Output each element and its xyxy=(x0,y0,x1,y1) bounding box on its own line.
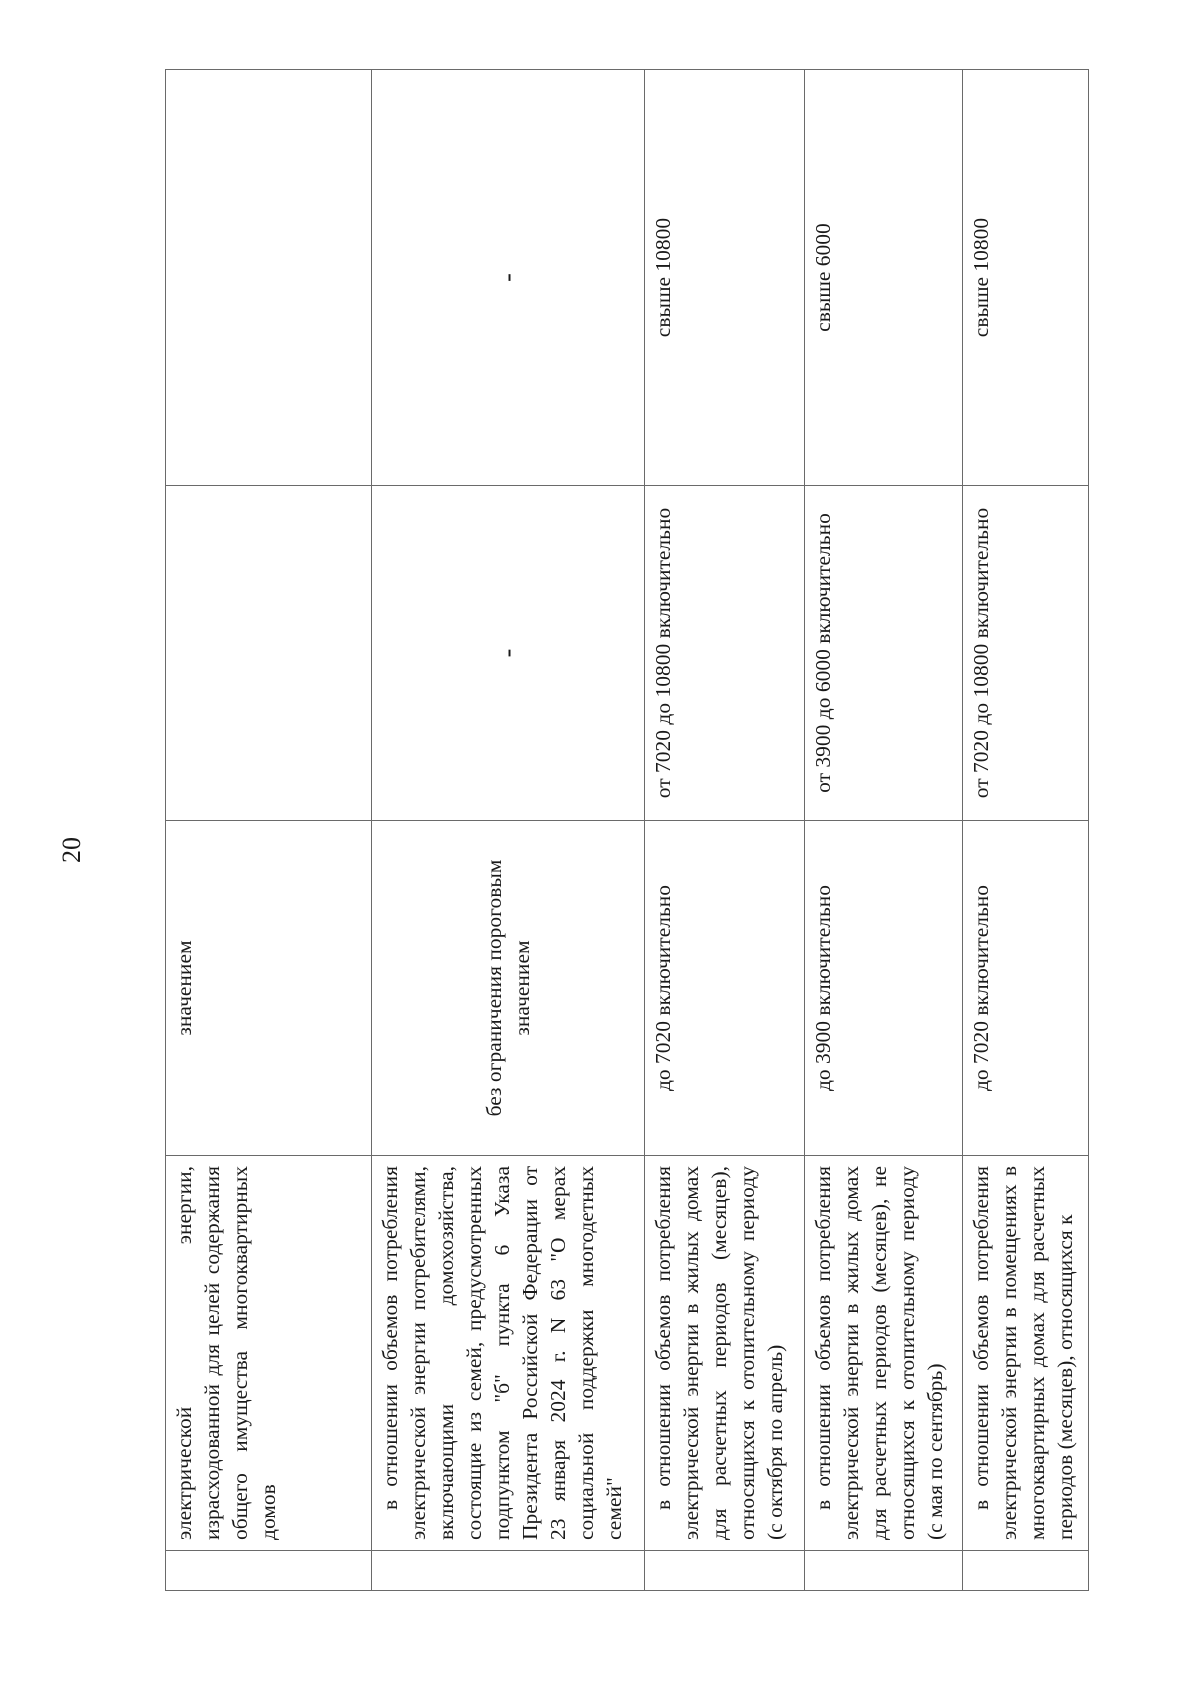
page-number: 20 xyxy=(57,837,86,863)
table-row xyxy=(645,70,805,1591)
description-cell xyxy=(805,1156,963,1551)
description-text: в отношении объемов потребления электрической энергии в жилых домах для расчетных периодов (месяцев), относящихся к отопительному периоду (с октября по апрель) xyxy=(651,1166,787,1540)
threshold-cell-2: - xyxy=(372,486,645,821)
table-row xyxy=(963,70,1089,1591)
row-number-cell xyxy=(805,1551,963,1591)
threshold-cell-1: значением xyxy=(166,821,372,1156)
threshold-cell-2: от 3900 до 6000 включительно xyxy=(805,486,963,821)
threshold-cell-3: свыше 10800 xyxy=(963,70,1089,486)
description-cell xyxy=(166,1156,372,1551)
threshold-cell-2: от 7020 до 10800 включительно xyxy=(645,486,805,821)
description-text: электрической энергии, израсходованной для целей содержания общего имущества многоквартирных домов xyxy=(172,1166,280,1540)
description-text: в отношении объемов потребления электрической энергии потребителями, включающими домохозяйства, состоящие из семей, предусмотренных подпунктом "б" пункта 6 Указа Президента Российской Федерации от 23 января 2024 г. N 63 "О мерах социальной поддержки многодетных семей" xyxy=(378,1166,626,1540)
threshold-cell-1: до 7020 включительно xyxy=(963,821,1089,1156)
threshold-cell-1: до 7020 включительно xyxy=(645,821,805,1156)
threshold-cell-1: без ограничения пороговым значением xyxy=(372,821,645,1156)
threshold-cell-3: - xyxy=(372,70,645,486)
description-cell xyxy=(372,1156,645,1551)
description-text: в отношении объемов потребления электрической энергии в помещениях в многоквартирных домах для расчетных периодов (месяцев), относящихся к xyxy=(969,1166,1077,1540)
threshold-cell-3: свыше 10800 xyxy=(645,70,805,486)
row-number-cell xyxy=(963,1551,1089,1591)
threshold-cell-3 xyxy=(166,70,372,486)
row-number-cell xyxy=(166,1551,372,1591)
description-cell xyxy=(645,1156,805,1551)
description-cell xyxy=(963,1156,1089,1551)
table-row xyxy=(166,70,372,1591)
row-number-cell xyxy=(372,1551,645,1591)
tariff-threshold-table xyxy=(165,69,1089,1591)
rotated-table-container xyxy=(165,70,1088,1591)
row-number-cell xyxy=(645,1551,805,1591)
threshold-cell-3: свыше 6000 xyxy=(805,70,963,486)
threshold-cell-2: от 7020 до 10800 включительно xyxy=(963,486,1089,821)
threshold-cell-2 xyxy=(166,486,372,821)
threshold-cell-1: до 3900 включительно xyxy=(805,821,963,1156)
table-row xyxy=(372,70,645,1591)
table-row xyxy=(805,70,963,1591)
description-text: в отношении объемов потребления электрической энергии в жилых домах для расчетных периодов (месяцев), не относящихся к отопительному периоду (с мая по сентябрь) xyxy=(811,1166,947,1540)
